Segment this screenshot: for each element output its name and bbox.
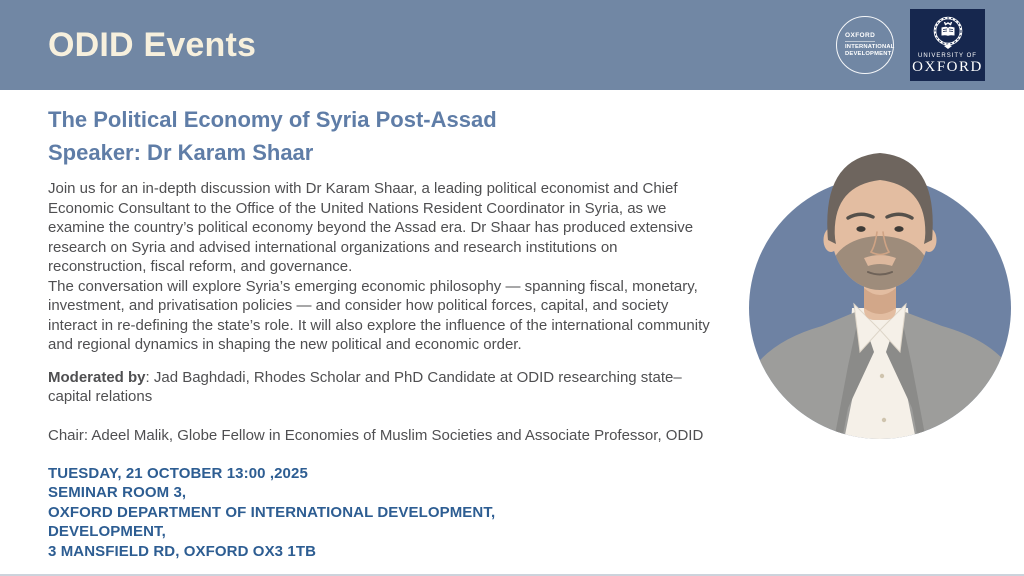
odid-logo-line3: DEVELOPMENT [845,51,892,57]
event-date-time: TUESDAY, 21 OCTOBER 13:00 ,2025 [48,464,308,482]
page-title: ODID Events [48,25,257,64]
event-venue-line2: DEVELOPMENT, [48,523,166,541]
moderator-label: Moderated by [48,368,146,386]
oxford-crest-icon [931,14,965,50]
event-venue-line1: OXFORD DEPARTMENT OF INTERNATIONAL DEVELOPMENT, [48,503,496,521]
event-body [0,90,1024,561]
event-speaker: Speaker: Dr Karam Shaar [48,140,314,165]
event-description [48,179,712,355]
odid-logo-line1: OXFORD [845,32,876,39]
speaker-photo [742,140,1022,440]
event-text-column [0,90,712,561]
event-address: 3 MANSFIELD RD, OXFORD OX3 1TB [48,542,317,560]
speaker-portrait-illustration [742,140,1022,440]
header-banner [0,0,1024,90]
event-room: SEMINAR ROOM 3, [48,484,187,502]
event-description-paragraph-1: Join us for an in-depth discussion with Dr Karam Shaar, a leading political economist and Chief Economic Consultant to the Office of the United Nations Resident Coordinator in Syria, as we examine the country’s political economy beyond the Assad era. Dr Shaar has produced extensive research on Syria and advised international organizations and research institutions on reconstruction, fiscal reform, and governance. [48,180,694,275]
university-of-oxford-logo [910,9,985,81]
odid-department-logo [836,16,894,74]
event-description-paragraph-2: The conversation will explore Syria’s emerging economic philosophy — spanning fiscal, monetary, investment, and privatisation policies — and consider how political forces, capital, and society interact in re-defining the state’s role. It will also explore the influence of the international community and regional dynamics in shaping the new political and economic order. [48,277,710,353]
oxford-logo-line1: UNIVERSITY OF [918,53,977,59]
oxford-logo-line2: OXFORD [912,59,983,75]
odid-logo-line2: INTERNATIONAL [845,44,895,50]
event-title: The Political Economy of Syria Post-Assad [48,107,497,132]
moderator-text: : Jad Baghdadi, Rhodes Scholar and PhD Candidate at ODID researching state–capital relations [48,368,682,405]
chair-line: Chair: Adeel Malik, Globe Fellow in Economies of Muslim Societies and Associate Professor, ODID [48,426,704,444]
odid-logo-divider [845,41,875,42]
header-logos [836,9,985,81]
event-details-block [48,464,712,562]
moderator-line [48,368,712,407]
